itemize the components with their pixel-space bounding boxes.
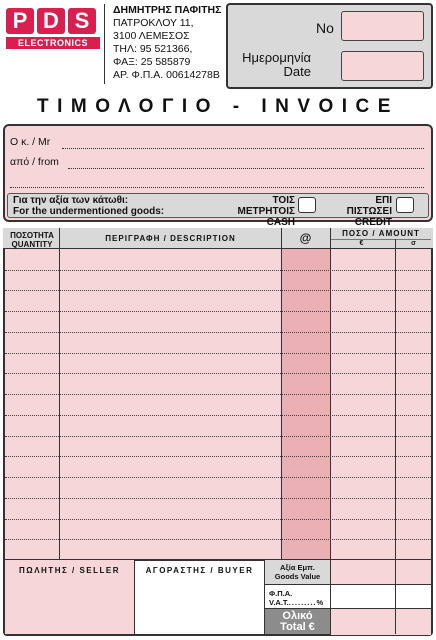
table-row[interactable] bbox=[5, 498, 431, 499]
invoice-number-field[interactable] bbox=[341, 11, 424, 41]
company-name: ΔΗΜΗΤΡΗΣ ΠΑΦΙΤΗΣ bbox=[113, 4, 222, 16]
company-phone: ΤΗΛ: 95 521366, bbox=[113, 43, 193, 55]
table-row[interactable] bbox=[5, 353, 431, 354]
total-label bbox=[265, 608, 330, 634]
description-column bbox=[60, 249, 281, 560]
goods-value-cent[interactable] bbox=[396, 560, 431, 584]
table-row[interactable] bbox=[5, 519, 431, 520]
table-row[interactable] bbox=[5, 415, 431, 416]
table-row[interactable] bbox=[5, 290, 431, 291]
cash-label bbox=[213, 195, 295, 228]
date-field[interactable] bbox=[341, 51, 424, 81]
vat-label-greek: Φ.Π.Α. bbox=[269, 589, 293, 598]
goods-label-greek: Για την αξία των κάτωθι: bbox=[13, 195, 129, 206]
amount-euro-column bbox=[331, 249, 395, 560]
table-row[interactable] bbox=[5, 436, 431, 437]
date-label-greek: Ημερομηνία bbox=[242, 50, 311, 65]
company-details bbox=[113, 4, 221, 82]
goods-value-label bbox=[265, 560, 330, 584]
from-field-line2[interactable] bbox=[10, 186, 424, 188]
table-row[interactable] bbox=[5, 394, 431, 395]
unit-price-header: @ bbox=[299, 231, 313, 245]
amount-header-divider bbox=[331, 239, 431, 240]
credit-label-greek: ΕΠΙ ΠΙΣΤΩΣΕΙ bbox=[346, 195, 392, 217]
mr-field[interactable] bbox=[62, 147, 424, 149]
total-amount[interactable] bbox=[331, 608, 431, 635]
table-row[interactable] bbox=[5, 477, 431, 478]
table-row[interactable] bbox=[5, 311, 431, 312]
table-row[interactable] bbox=[5, 539, 431, 540]
header-divider bbox=[104, 4, 105, 84]
vat-label-english: V.A.T. bbox=[269, 598, 289, 607]
quantity-column bbox=[5, 249, 59, 560]
payment-box bbox=[7, 193, 429, 228]
totals-divider bbox=[330, 560, 331, 634]
buyer-label: ΑΓΟΡΑΣΤΗΣ / BUYER bbox=[145, 566, 254, 575]
from-label: από / from bbox=[10, 156, 59, 168]
totals-divider bbox=[395, 560, 396, 634]
from-field[interactable] bbox=[68, 167, 424, 169]
quantity-header-greek: ΠΟΣΟΤΗΤΑ bbox=[10, 231, 54, 240]
mr-label: Ο κ. / Mr bbox=[10, 136, 51, 148]
logo-letter: S bbox=[68, 8, 96, 34]
company-logo bbox=[6, 8, 100, 60]
unit-price-column bbox=[282, 249, 330, 560]
goods-label-english: For the undermentioned goods: bbox=[13, 206, 165, 217]
credit-checkbox[interactable] bbox=[396, 197, 414, 213]
invoice-number-label: No bbox=[316, 20, 334, 36]
seller-label: ΠΩΛΗΤΗΣ / SELLER bbox=[19, 566, 120, 575]
company-address-line1: ΠΑΤΡΟΚΛΟΥ 11, bbox=[113, 17, 194, 29]
credit-label-english: CREDIT bbox=[354, 217, 392, 228]
vat-amount[interactable] bbox=[331, 584, 431, 609]
document-title: ΤΙΜΟΛΟΓΙΟ - INVOICE bbox=[37, 96, 399, 117]
date-label bbox=[233, 51, 311, 79]
goods-label bbox=[13, 195, 164, 217]
total-label-english: Total € bbox=[280, 621, 315, 633]
total-label-greek: Ολικό bbox=[282, 610, 313, 622]
goods-value-label-greek: Αξία Εμπ. bbox=[280, 563, 315, 572]
company-vat-number: ΑΡ. Φ.Π.Α. 00614278Β bbox=[113, 69, 220, 81]
cash-label-english: CASH bbox=[266, 217, 295, 228]
cent-subheader: σ bbox=[411, 240, 417, 247]
logo-subtitle: ELECTRONICS bbox=[6, 37, 100, 49]
vat-label: Φ.Π.Α. V.A.T..........% bbox=[265, 584, 330, 608]
table-row[interactable] bbox=[5, 456, 431, 457]
logo-letter: D bbox=[37, 8, 65, 34]
cash-label-greek: ΤΟΙΣ ΜΕΤΡΗΤΟΙΣ bbox=[237, 195, 295, 217]
table-row[interactable] bbox=[5, 373, 431, 374]
quantity-header-english: QUANTITY bbox=[11, 240, 53, 249]
description-header: ΠΕΡΙΓΡΑΦΗ / DESCRIPTION bbox=[105, 234, 236, 243]
company-fax: ΦΑΞ: 25 585879 bbox=[113, 56, 191, 68]
euro-subheader: € bbox=[359, 240, 365, 247]
column-divider bbox=[395, 239, 396, 560]
table-row[interactable] bbox=[5, 270, 431, 271]
goods-value-label-english: Goods Value bbox=[274, 572, 321, 581]
quantity-header bbox=[5, 231, 59, 249]
company-address-line2: 3100 ΛΕΜΕΣΟΣ bbox=[113, 30, 190, 42]
cash-checkbox[interactable] bbox=[298, 197, 316, 213]
logo-letter: P bbox=[6, 8, 34, 34]
amount-cent-column bbox=[396, 249, 431, 560]
goods-value-euro[interactable] bbox=[331, 560, 395, 584]
table-row[interactable] bbox=[5, 332, 431, 333]
vat-percent: % bbox=[316, 598, 324, 607]
credit-label bbox=[330, 195, 392, 228]
amount-header: ΠΟΣΟ / AMOUNT bbox=[342, 229, 420, 238]
date-label-english: Date bbox=[283, 64, 311, 79]
